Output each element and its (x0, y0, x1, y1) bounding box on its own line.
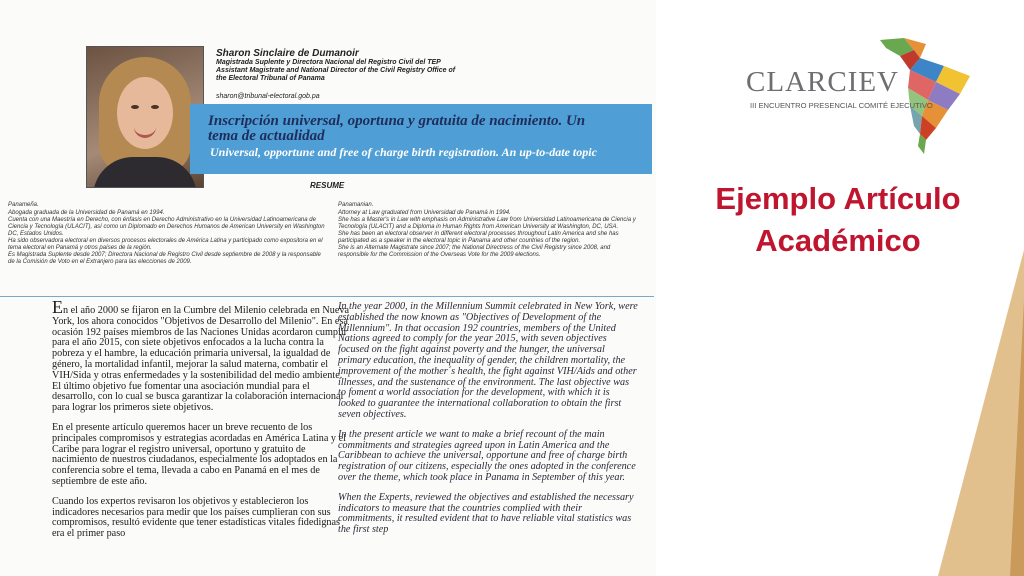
bio-en-line: She has a Master's in Law with emphasis on Administrative Law from Universidad Latinoamericana de Ciencia y Tecnología (ULACIT) and a Diploma in Human Rights from American University at Washington, DC, USA. (338, 217, 636, 230)
clarciev-logo-text: CLARCIEV (746, 66, 899, 98)
body-column-es (52, 297, 352, 549)
article-title-en: Universal, opportune and free of charge birth registration. An up-to-date topic (210, 145, 597, 159)
bio-en-label: Panamanian. (338, 202, 374, 208)
body-es-paragraph: Cuando los expertos revisaron los objetivos y establecieron los indicadores necesarios para medir que los países cumplieran con sus compromisos, resultó evidente que tener estadísticas vitales fidedignas era el primer paso (52, 495, 341, 540)
bio-es-line: Ha sido observadora electoral en diversos procesos electorales de América Latina y participado como expositora en el tema electoral en Panamá y otros países de la región. (8, 238, 323, 251)
bio-en-line: She is an Alternate Magistrate since 2007; the National Directress of the Civil Registry since 2008, and responsible for the Commission of the Overseas Vote for the 2009 elections. (338, 245, 611, 258)
bio-es-label: Panameña. (8, 202, 39, 208)
slide-heading-line-2: Académico (755, 223, 921, 258)
bio-es-line: Cuenta con una Maestría en Derecho, con énfasis en Derecho Administrativo en la Universidad Latinoamericana de Ciencia y Tecnología (ULACIT), así como un Diplomado en Derechos Humanos de American University en Washington DC, Estados Unidos. (8, 217, 325, 237)
slide-heading-line-1: Ejemplo Artículo (715, 181, 961, 216)
drop-cap: E (52, 297, 63, 317)
body-en-paragraph: When the Experts, reviewed the objectives and established the necessary indicators to measure that the countries complied with their commitments, it resulted evident that to have reliable vital statistics was the first step (338, 491, 634, 536)
body-es-paragraph: En el presente artículo queremos hacer un breve recuento de los principales compromisos y estrategias acordadas en América Latina y el Caribe para lograr el registro universal, oportuno y gratuito de nacimiento de nuestros ciudadanos, especialmente los adoptados en la conferencia sobre el tema, llevada a cabo en Panamá en el mes de septiembre de este año. (52, 421, 346, 487)
article-title-es: Inscripción universal, oportuna y gratuita de nacimiento. Un tema de actualidad (208, 113, 586, 144)
body-column-en (338, 302, 638, 545)
body-en-paragraph: In the present article we want to make a brief recount of the main commitments and strategies agreed upon in Latin America and the Caribbean to achieve the universal, opportune and free of charge birth registration of our citizens, especially the ones adopted in the conference over the theme, which took place in Panama in September of this year. (338, 428, 636, 483)
slide-heading (690, 178, 986, 262)
author-block (216, 48, 516, 100)
resume-label: RESUME (310, 181, 345, 190)
bio-es-line: Es Magistrada Suplente desde 2007; Directora Nacional de Registro Civil desde septiembre de 2008 y la responsable de la Comisión de Voto en el Extranjero para las elecciones de 2009. (8, 252, 321, 265)
bio-es-line: Abogada graduada de la Universidad de Panamá en 1994. (8, 210, 165, 216)
bio-en-line: She has been an electoral observer in different electoral processes throughout Latin America and she has participated as a speaker in the electoral topic in Panama and other countries of the region. (338, 231, 619, 244)
gold-triangle (938, 250, 1024, 576)
bio-en (338, 202, 638, 259)
author-photo (86, 46, 204, 188)
author-role-en-2: the Electoral Tribunal of Panama (216, 75, 325, 82)
clarciev-logo-subtitle: III ENCUENTRO PRESENCIAL COMITÉ EJECUTIVO (750, 101, 933, 110)
bio-es (8, 202, 326, 266)
author-name: Sharon Sinclaire de Dumanoir (216, 48, 359, 59)
gold-edge (1010, 235, 1024, 576)
body-es-paragraph: En el año 2000 se fijaron en la Cumbre del Milenio celebrada en Nueva York, los ahora conocidos "Objetivos de Desarrollo del Milenio". En esa ocasión 192 países miembros de las Naciones Unidas acordaron cumplir para el año 2015, con siete objetivos enfocados a la lucha contra la pobreza y el hambre, la educación primaria universal, la igualdad de género, la mortalidad infantil, mejorar la salud materna, combatir el VIH/Sida y otras enfermedades y la sostenibilidad del medio ambiente. El último objetivo fue fomentar una asociación mundial para el desarrollo, con lo cual se busca garantizar la colaboración internacional para lograr los primeros siete objetivos. (52, 297, 349, 414)
body-en-paragraph: In the year 2000, in the Millennium Summit celebrated in New York, were established the now known as "Objectives of Development of the Millennium". In that occasion 192 countries, members of the United Nations agreed to comply for the year 2015, with seven objectives focused on the fight against poverty and the hunger, the universal primary education, the inequality of gender, the children mortality, the improvement of the mother´s health, the fight against VIH/Aids and other illnesses, and the sustenance of the environment. The last objective was to foment a world association for the development, with which it is looked to guarantee the international collaboration to obtain the first seven objectives. (338, 301, 638, 420)
author-email: sharon@tribunal-electoral.gob.pa (216, 93, 320, 100)
section-divider (0, 296, 654, 297)
author-role-en: Assistant Magistrate and National Director of the Civil Registry Office of (216, 67, 456, 74)
author-role-es: Magistrada Suplente y Directora Nacional del Registro Civil del TEP (216, 59, 441, 66)
bio-en-line: Attorney at Law graduated from Universidad de Panamá in 1994. (338, 210, 511, 216)
